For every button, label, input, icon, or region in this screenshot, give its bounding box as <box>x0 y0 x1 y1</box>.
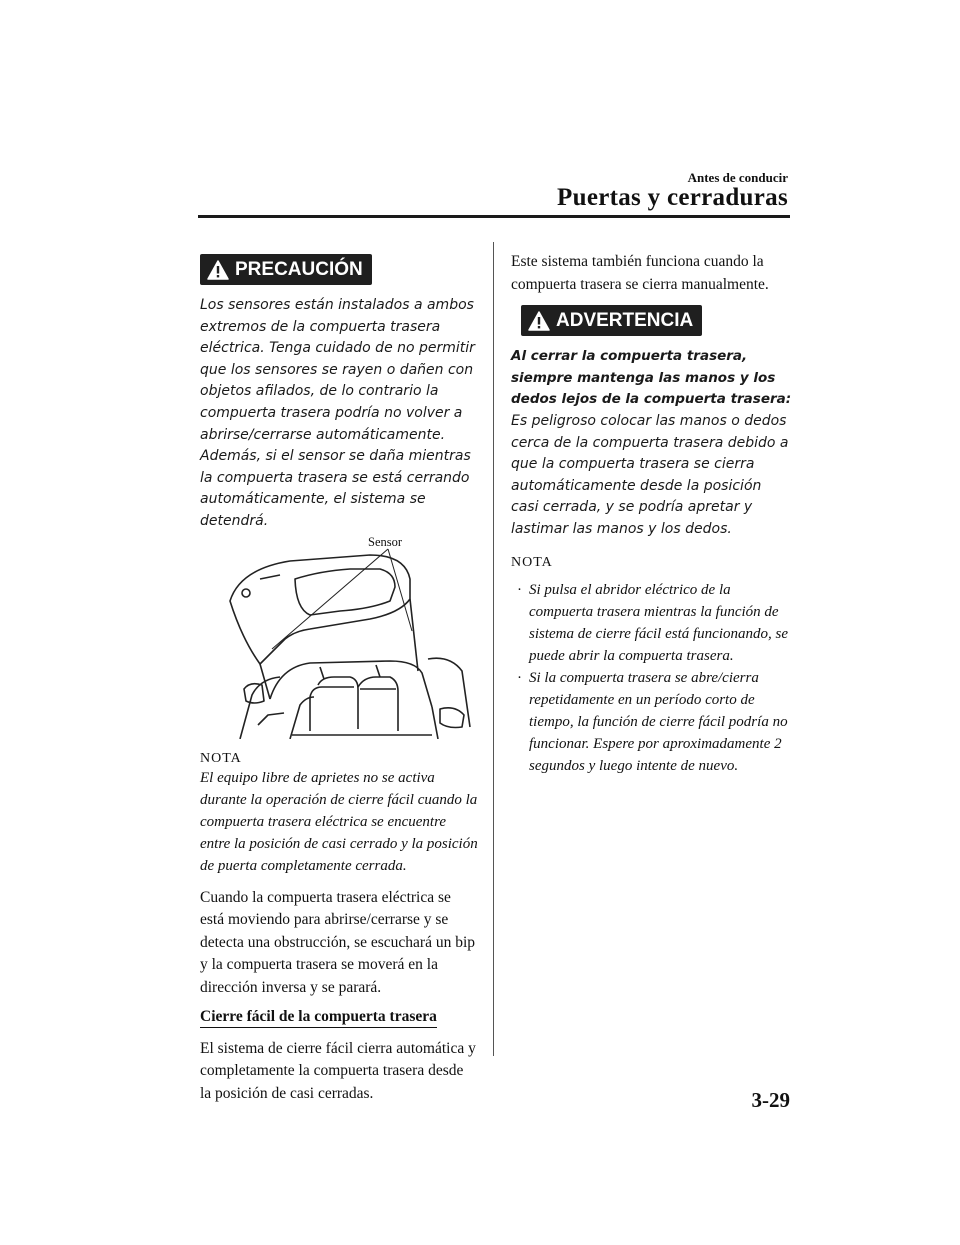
header-title: Puertas y cerraduras <box>557 184 788 211</box>
caution-label: PRECAUCIÓN <box>235 259 363 280</box>
note-bullet-list <box>511 579 793 777</box>
right-note-title: NOTA <box>511 554 553 570</box>
list-item: · Si pulsa el abridor eléctrico de la compuerta trasera mientras la función de sistema de cierre fácil está funcionando, se puede abrir la compuerta trasera. <box>517 581 788 664</box>
easy-close-paragraph: El sistema de cierre fácil cierra automática y completamente la compuerta trasera desde la posición de casi cerradas. <box>200 1039 476 1102</box>
left-column <box>200 250 478 1105</box>
left-note-title: NOTA <box>200 750 242 766</box>
column-divider <box>493 242 494 1056</box>
warning-triangle-icon <box>207 260 229 280</box>
warning-badge <box>521 305 702 336</box>
caution-text: Los sensores están instalados a ambos extremos de la compuerta trasera eléctrica. Tenga cuidado de no permitir que los sensores se rayen o dañen con objetos afilados, de lo contrario la compuerta trasera podría no volver a abrirse/cerrarse automáticamente. Además, si el sensor se daña mientras la compuerta trasera se está cerrando automáticamente, el sistema se detendrá. <box>200 297 475 529</box>
tailgate-illustration <box>200 539 478 739</box>
header-rule <box>198 215 790 218</box>
manual-close-intro: Este sistema también funciona cuando la compuerta trasera se cierra manualmente. <box>511 253 769 293</box>
obstruction-paragraph: Cuando la compuerta trasera eléctrica se está moviendo para abrirse/cerrarse y se detecta una obstrucción, se escuchará un bip y la compuerta trasera se moverá en la dirección inversa y se parará. <box>200 888 476 996</box>
header-section-label: Antes de conducir <box>687 170 788 185</box>
list-item: · Si la compuerta trasera se abre/cierra repetidamente en un período corto de tiempo, la función de cierre fácil podría no funcionar. Espere por aproximadamente 2 segundos y luego intente de nuevo. <box>517 669 788 774</box>
warning-triangle-icon <box>528 311 550 331</box>
easy-close-subheading: Cierre fácil de la compuerta trasera <box>200 1008 437 1028</box>
tailgate-figure <box>200 534 478 739</box>
warning-text: Es peligroso colocar las manos o dedos cerca de la compuerta trasera debido a que la compuerta trasera se cierra automáticamente desde la posición casi cerrada, y se podría apretar y lastimar las manos y los dedos. <box>511 412 789 537</box>
caution-badge <box>200 254 372 285</box>
left-note-text: El equipo libre de aprietes no se activa durante la operación de cierre fácil cuando la compuerta trasera eléctrica se encuentre entre la posición de casi cerrado y la posición de puerta completamente cerrada. <box>200 769 478 874</box>
page-number: 3-29 <box>751 1088 790 1112</box>
warning-bold-text: Al cerrar la compuerta trasera, siempre mantenga las manos y los dedos lejos de la compuerta trasera: <box>511 348 792 408</box>
warning-label: ADVERTENCIA <box>556 310 694 332</box>
figure-label-sensor: Sensor <box>368 534 403 549</box>
right-column <box>511 250 793 777</box>
